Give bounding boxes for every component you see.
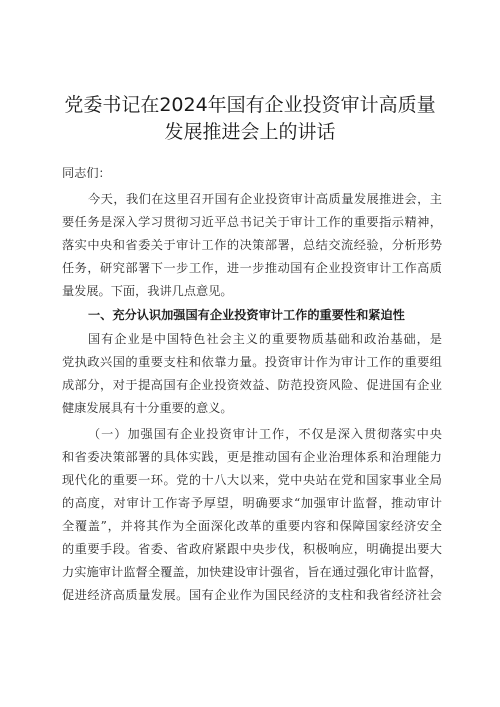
paragraph-3-line: （一）加强国有企业投资审计工作，不仅是深入贯彻落实中央	[88, 427, 442, 441]
paragraph-3-line: 现代化的重要一环。党的十八大以来，党中央站在党和国家事业全局	[62, 473, 442, 487]
paragraph-3-line: 的高度，对审计工作寄予厚望，明确要求“加强审计监督，推动审计	[62, 496, 442, 510]
section-heading-1: 一、充分认识加强国有企业投资审计工作的重要性和紧迫性	[88, 308, 405, 322]
paragraph-3-line: 和省委决策部署的具体实践，更是推动国有企业治理体系和治理能力	[62, 450, 442, 464]
paragraph-1-line: 今天，我们在这里召开国有企业投资审计高质量发展推进会，主	[88, 192, 442, 206]
paragraph-3-line: 促进经济高质量发展。国有企业作为国民经济的支柱和我省经济社会	[62, 588, 442, 602]
paragraph-1-line: 任务，研究部署下一步工作，进一步推动国有企业投资审计工作高质	[62, 261, 442, 275]
paragraph-2-line: 健康发展具有十分重要的意义。	[62, 401, 233, 415]
document-title-line-2: 发展推进会上的讲话	[164, 121, 336, 143]
paragraph-2-line: 成部分，对于提高国有企业投资效益、防范投资风险、促进国有企业	[62, 378, 442, 392]
paragraph-1-line: 落实中央和省委关于审计工作的决策部署，总结交流经验，分析形势	[62, 238, 442, 252]
paragraph-3-line: 力实施审计监督全覆盖，加快建设审计强省，旨在通过强化审计监督，	[62, 565, 442, 579]
paragraph-3-line: 的重要手段。省委、省政府紧跟中央步伐，积极响应，明确提出要大	[62, 542, 442, 556]
paragraph-2-line: 党执政兴国的重要支柱和依靠力量。投资审计作为审计工作的重要组	[62, 355, 442, 369]
salutation: 同志们：	[62, 166, 111, 180]
paragraph-1-line: 要任务是深入学习贯彻习近平总书记关于审计工作的重要指示精神，	[62, 215, 442, 229]
document-title-line-1: 党委书记在2024年国有企业投资审计高质量	[64, 94, 436, 116]
paragraph-2-line: 国有企业是中国特色社会主义的重要物质基础和政治基础，是	[88, 332, 442, 346]
paragraph-3-line: 全覆盖”，并将其作为全面深化改革的重要内容和保障国家经济安全	[62, 519, 442, 533]
paragraph-1-line: 量发展。下面，我讲几点意见。	[62, 284, 233, 298]
